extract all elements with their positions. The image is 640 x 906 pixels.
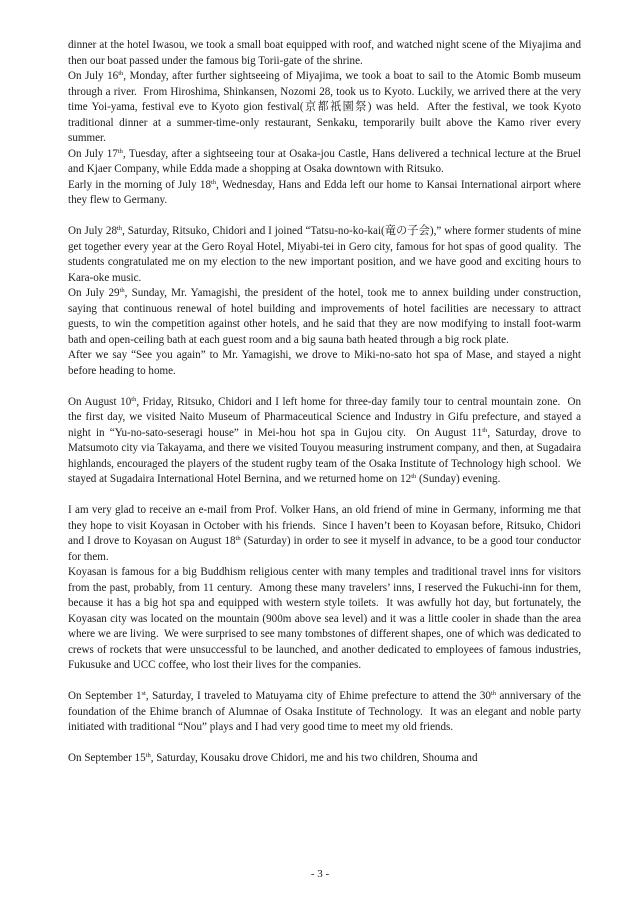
paragraph: dinner at the hotel Iwasou, we took a small boat equipped with roof, and watched night scene of the Miyajima and then our boat passed under the famous big Torii-gate of the shrine.	[68, 39, 581, 67]
paragraph: On August 10th, Friday, Ritsuko, Chidori and I left home for three-day family tour to central mountain zone. On the first day, we visited Naito Museum of Pharmaceutical Science and Industry in Gifu prefecture, and stayed a night in “Yu-no-sato-seseragi house” in Mei-hou hot spa in Gujou city. On August 11th, Saturday, drove to Matsumoto city via Takayama, and there we visited Touyou measuring instrument company, and then, at Sugadaira highlands, encouraged the players of the student rugby team of the Osaka Institute of Technology high school. We stayed at Sugadaira International Hotel Bernina, and we returned home on 12th (Sunday) evening.	[68, 395, 582, 485]
paragraph: I am very glad to receive an e-mail from Prof. Volker Hans, an old friend of mine in Germany, informing me that they hope to visit Koyasan in October with his friends. Since I haven’t been to Koyasan before, Ritsuko, Chidori and I drove to Koyasan on August 18th (Saturday) in order to see it myself in advance, to be a good tour conductor for them.	[68, 504, 581, 563]
paragraph: On September 1st, Saturday, I traveled to Matuyama city of Ehime prefecture to attend the 30th anniversary of the foundation of the Ehime branch of Alumnae of Osaka Institute of Technology. It was an elegant and noble party initiated with traditional “Nou” plays and I had very good time to meet my old friends.	[68, 690, 581, 733]
body-text	[68, 38, 581, 767]
page-number: - 3 -	[310, 868, 330, 880]
paragraph: Early in the morning of July 18th, Wednesday, Hans and Edda left our home to Kansai International airport where they flew to Germany.	[68, 178, 581, 206]
paragraph: On July 16th, Monday, after further sightseeing of Miyajima, we took a boat to sail to the Atomic Bomb museum through a river. From Hiroshima, Shinkansen, Nozomi 28, took us to Kyoto. Luckily, we arrived there at the very time Yoi-yama, festival eve to Kyoto gion festival(京都祇園祭) was held. After the festival, we took Kyoto traditional dinner at a summer-time-only restaurant, Senkaku, temporarily built above the Kamo river every summer.	[68, 70, 581, 144]
paragraph: Koyasan is famous for a big Buddhism religious center with many temples and traditional travel inns for visitors from the past, probably, from 11 century. Among these many travelers’ inns, I reserved the Fukuchi-inn for them, because it has a big hot spa and equipped with western style toilets. It was awfully hot day, but fortunately, the Koyasan city was located on the mountain (900m above sea level) and it was a little cooler in shade than the area where we are living. We were surprised to see many tombstones of different shapes, one of which was dedicated to crews of rockets that were unsuccessful to be launched, and another dedicated to employees of famous industries, Fukusuke and UCC coffee, who lost their lives for the companies.	[68, 566, 581, 671]
paragraph: On July 28th, Saturday, Ritsuko, Chidori and I joined “Tatsu-no-ko-kai(竜の子会),” where former students of mine get together every year at the Gero Royal Hotel, Miyabi-tei in Gero city, famous for hot spas of good quality. The students congratulated me on my election to the new important position, and we have good and exciting hours to Kara-oke music.	[68, 225, 581, 284]
paragraph: On July 17th, Tuesday, after a sightseeing tour at Osaka-jou Castle, Hans delivered a technical lecture at the Bruel and Kjaer Company, while Edda made a shopping at Osaka downtown with Ritsuko.	[68, 147, 581, 175]
paragraph: On July 29th, Sunday, Mr. Yamagishi, the president of the hotel, took me to annex building under construction, saying that continuous renewal of hotel building and improvements of hotel facilities are necessary to attract guests, to win the competition against other hotels, and he said that they are now modifying to install foot-warm bath and open-ceiling bath at each guest room and a big sauna bath heated through a big rock plate.	[68, 287, 581, 346]
paragraph: After we say “See you again” to Mr. Yamagishi, we drove to Miki-no-sato hot spa of Mase, and stayed a night before heading to home.	[68, 349, 581, 377]
paragraph: On September 15th, Saturday, Kousaku drove Chidori, me and his two children, Shouma and	[68, 752, 478, 764]
